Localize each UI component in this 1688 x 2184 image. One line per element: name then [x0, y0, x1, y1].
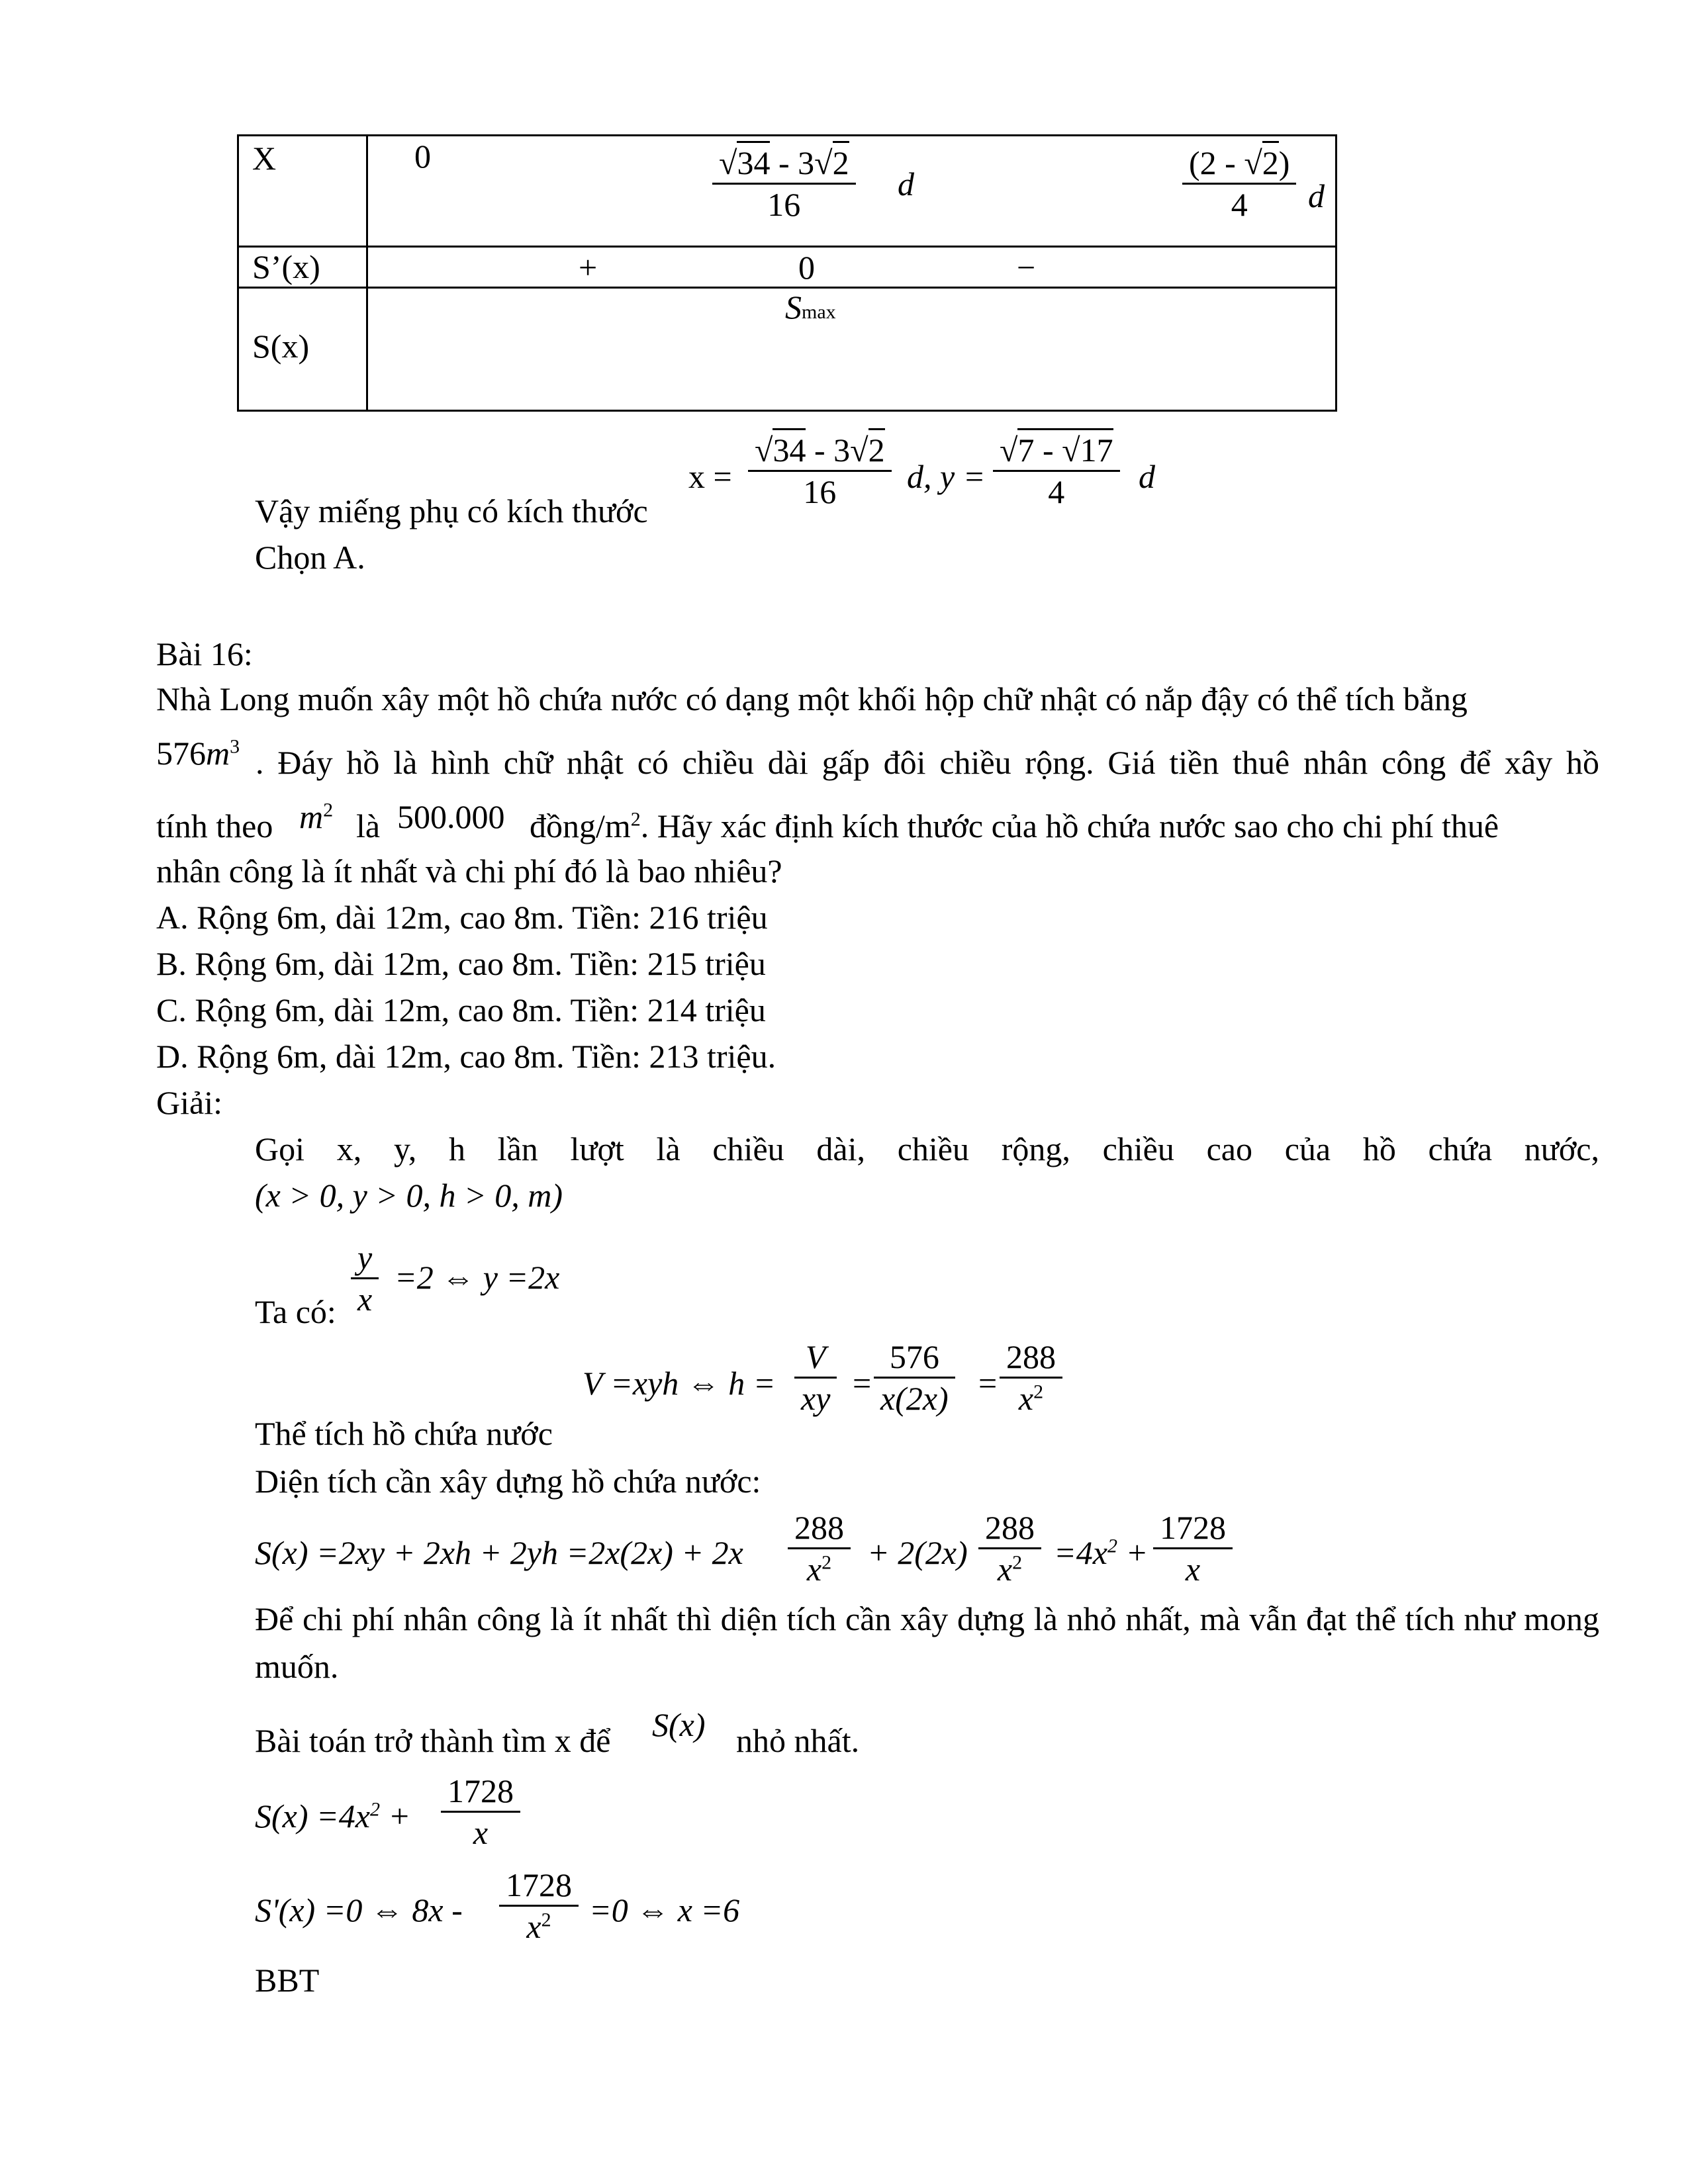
area-frac-3: $\frac{1728}{x}$	[1153, 1508, 1233, 1589]
row-x-label-cell	[238, 136, 367, 247]
problem-price: 500.000	[397, 798, 505, 835]
volume-eq-2: =	[978, 1365, 998, 1402]
row-deriv-label: S’(x)	[252, 248, 320, 285]
x-value-endpoint: $\frac{(2 - √2)}{4}$	[1182, 143, 1296, 224]
problem-line1: Nhà Long muốn xây một hồ chứa nước có dạng một khối hộp chữ nhật có nắp đậy có thể tích bằng	[156, 680, 1468, 717]
area-frac-2: $\frac{288}{x^2}$	[978, 1508, 1041, 1589]
row-func-label: S(x)	[252, 328, 310, 365]
conclusion-x-frac: $\frac{√34 - 3√2}{16}$	[748, 430, 892, 512]
deriv-plus: +	[579, 249, 598, 286]
solution-intro: Gọi x, y, h lần lượt là chiều dài, chiều rộng, chiều cao của hồ chứa nước,	[255, 1130, 1599, 1167]
problem-title: Bài 16:	[156, 635, 253, 672]
deriv-minus: −	[1017, 249, 1036, 286]
row-x-values	[367, 136, 1336, 247]
deriv-rhs: =0 ⇔ x =6	[589, 1891, 740, 1929]
area-label: Diện tích cần xây dựng hồ chứa nước:	[255, 1463, 761, 1500]
row-deriv-values	[367, 247, 1336, 288]
solution-note: Để chi phí nhân công là ít nhất thì diện tích cần xây dựng là nhỏ nhất, mà vẫn đạt thể tích như mong muốn.	[255, 1600, 1599, 1685]
solution-conditions: (x > 0, y > 0, h > 0, m)	[255, 1177, 563, 1214]
ratio-frac: $\frac{y}{x}$	[351, 1238, 379, 1319]
option-a: A. Rộng 6m, dài 12m, cao 8m. Tiền: 216 triệu	[156, 899, 768, 936]
volume-lhs: V =xyh ⇔ h =	[583, 1365, 776, 1402]
volume-frac-1: $\frac{V}{xy}$	[794, 1337, 837, 1418]
s-def: $S(x) =4x^2$ +	[255, 1797, 411, 1835]
conclusion-text: Vậy miếng phụ có kích thước	[255, 492, 648, 529]
deriv-zero: 0	[798, 249, 815, 286]
goal-s: S(x)	[652, 1706, 706, 1743]
conclusion-x-tail: d, y =	[907, 458, 986, 495]
x-value-critical: $\frac{√34 - 3√2}{16}$	[712, 143, 856, 224]
row-func-label-cell	[238, 288, 367, 411]
conclusion-y-frac: $\frac{√7 - √17}{4}$	[993, 430, 1120, 512]
volume-label: Thể tích hồ chứa nước	[255, 1415, 553, 1452]
goal-a: Bài toán trở thành tìm x để	[255, 1722, 611, 1759]
bbt-label: BBT	[255, 1962, 320, 1999]
area-mid: + 2(2x)	[867, 1534, 968, 1571]
problem-line3b: là	[356, 807, 381, 844]
problem-line4: nhân công là ít nhất và chi phí đó là bao nhiêu?	[156, 852, 782, 889]
conclusion-choice: Chọn A.	[255, 539, 365, 576]
x-value-zero: 0	[414, 138, 431, 175]
problem-line2: . Đáy hồ là hình chữ nhật có chiều dài gấp đôi chiều rộng. Giá tiền thuê nhân công để xây hồ	[256, 744, 1599, 781]
ratio-tail: =2 ⇔ y =2x	[395, 1259, 560, 1296]
deriv-lhs: S'(x) =0 ⇔ 8x -	[255, 1891, 463, 1929]
s-def-frac: $\frac{1728}{x}$	[441, 1771, 520, 1852]
area-frac-1: $\frac{288}{x^2}$	[788, 1508, 851, 1589]
ta-co: Ta có:	[255, 1293, 336, 1330]
x-value-critical-var: d	[898, 165, 914, 203]
row-deriv-label-cell	[238, 247, 367, 288]
deriv-frac: $\frac{1728}{x^2}$	[499, 1865, 579, 1946]
option-b: B. Rộng 6m, dài 12m, cao 8m. Tiền: 215 triệu	[156, 945, 766, 982]
problem-volume: $576m^3$	[156, 735, 240, 772]
volume-frac-3: $\frac{288}{x^2}$	[1000, 1337, 1062, 1418]
problem-line3a: tính theo	[156, 807, 273, 844]
problem-m2: $m^2$	[299, 798, 334, 835]
solution-title: Giải:	[156, 1084, 222, 1121]
x-value-endpoint-var: d	[1308, 177, 1325, 214]
option-c: C. Rộng 6m, dài 12m, cao 8m. Tiền: 214 triệu	[156, 991, 766, 1028]
option-d: D. Rộng 6m, dài 12m, cao 8m. Tiền: 213 triệu.	[156, 1038, 776, 1075]
row-func-values	[367, 288, 1336, 411]
row-x-label: X	[252, 140, 277, 177]
volume-frac-2: $\frac{576}{x(2x)}$	[874, 1337, 955, 1418]
variation-table	[237, 134, 1337, 412]
problem-unit: đồng/$m^2$. Hãy xác định kích thước của hồ chứa nước sao cho chi phí thuê	[530, 807, 1499, 844]
volume-eq-1: =	[853, 1365, 872, 1402]
s-max: Smax	[785, 289, 836, 326]
area-eq: $=4x^2$ +	[1054, 1534, 1149, 1571]
area-lhs: S(x) =2xy + 2xh + 2yh =2x(2x) + 2x	[255, 1534, 743, 1571]
conclusion-x-eq: x =	[688, 458, 732, 495]
goal-b: nhỏ nhất.	[736, 1722, 860, 1759]
conclusion-y-tail: d	[1139, 458, 1155, 495]
